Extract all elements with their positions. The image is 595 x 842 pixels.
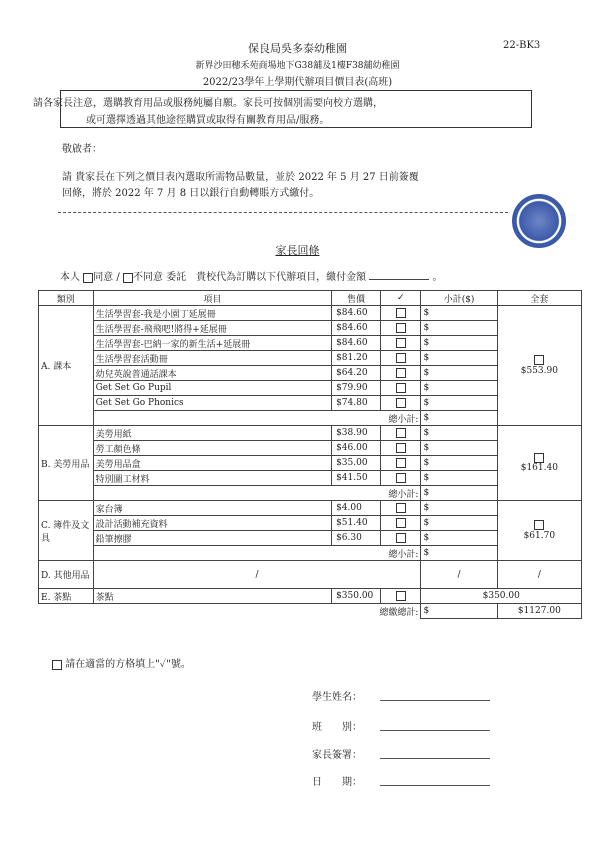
item-subtotal: $ xyxy=(421,306,497,321)
letter-body-2: 回條，將於 2022 年 7 月 8 日以銀行自動轉賬方式繳付。 xyxy=(62,188,320,199)
disagree-label: 不同意 xyxy=(132,272,163,283)
instruction-checkbox-icon xyxy=(52,660,62,670)
item-name: 家台簿 xyxy=(93,501,331,516)
set-price: $553.90 xyxy=(520,365,558,376)
item-name: 生活學習套-巴納一家的新生活+延展冊 xyxy=(93,336,331,351)
item-price: $81.20 xyxy=(332,351,381,366)
instruction-text: 請在適當的方格填上"✓"號。 xyxy=(65,659,191,670)
group-a-set xyxy=(497,306,581,426)
item-checkbox[interactable] xyxy=(396,443,406,453)
class-label: 班 別： xyxy=(312,722,362,733)
header-subtotal: 小計($) xyxy=(421,291,497,306)
set-checkbox[interactable] xyxy=(534,453,544,463)
table-row xyxy=(39,426,582,441)
table-header-row xyxy=(39,291,582,306)
item-checkbox[interactable] xyxy=(396,533,406,543)
item-checkbox[interactable] xyxy=(396,473,406,483)
other-subtotal: / xyxy=(421,561,497,589)
disagree-checkbox[interactable] xyxy=(123,273,133,283)
item-subtotal: $ xyxy=(421,516,497,531)
item-name: 設計活動補充資料 xyxy=(93,516,331,531)
price-table xyxy=(38,290,582,619)
greeting: 敬啟者： xyxy=(62,144,102,155)
item-subtotal: $ xyxy=(421,336,497,351)
item-checkbox[interactable] xyxy=(396,458,406,468)
item-price: $64.20 xyxy=(332,366,381,381)
header-item: 項目 xyxy=(93,291,331,306)
document-title: 2022/23學年上學期代辦項目價目表(高班) xyxy=(202,77,393,88)
agree-checkbox[interactable] xyxy=(83,273,93,283)
item-subtotal: $ xyxy=(421,531,497,546)
group-total-label: 總小計: xyxy=(93,486,421,501)
tick-instruction xyxy=(52,655,191,670)
item-checkbox[interactable] xyxy=(396,518,406,528)
item-price: $84.60 xyxy=(332,306,381,321)
item-checkbox[interactable] xyxy=(396,428,406,438)
item-name: 生活學習套-飛飛吧!將得+延展冊 xyxy=(93,321,331,336)
item-checkbox[interactable] xyxy=(396,338,406,348)
table-row xyxy=(39,589,582,604)
reply-statement: 本人 同意 / 不同意 委託 貴校代為訂購以下代辦項目，繳付金額 。 xyxy=(60,272,443,283)
tea-item: 茶點 xyxy=(93,589,331,604)
letter-body-1: 請 貴家長在下列之價目表內選取所需物品數量，並於 2022 年 5 月 27 日前簽覆 xyxy=(62,172,419,183)
item-checkbox[interactable] xyxy=(396,323,406,333)
item-subtotal: $ xyxy=(421,456,497,471)
item-price: $35.00 xyxy=(332,456,381,471)
item-checkbox[interactable] xyxy=(396,308,406,318)
item-checkbox[interactable] xyxy=(396,353,406,363)
group-b-set xyxy=(497,426,581,501)
reply-rest: 委託 貴校代為訂購以下代辦項目，繳付金額 xyxy=(166,272,367,283)
group-c-set xyxy=(497,501,581,561)
notice-box xyxy=(33,90,532,128)
table-row xyxy=(39,501,582,516)
item-price: $79.90 xyxy=(332,381,381,396)
item-subtotal: $ xyxy=(421,471,497,486)
school-seal xyxy=(512,194,566,248)
item-checkbox[interactable] xyxy=(396,503,406,513)
item-name: 生活學習套活動冊 xyxy=(93,351,331,366)
notice-line-1: 請各家長注意，選購教育用品或服務純屬自願。家長可按個別需要向校方選購， xyxy=(33,98,383,109)
item-subtotal: $ xyxy=(421,441,497,456)
group-c-label: C. 簿件及文具 xyxy=(39,501,94,561)
item-name: 特別圖工材料 xyxy=(93,471,331,486)
parent-signature-label: 家長簽署： xyxy=(312,750,362,761)
school-address: 新界沙田穗禾苑商場地下G38舖及1樓F38舖幼稚園 xyxy=(195,61,400,71)
item-name: 鉛筆擦膠 xyxy=(93,531,331,546)
item-price: $84.60 xyxy=(332,321,381,336)
item-name: 生活學習套-我是小園丁延展冊 xyxy=(93,306,331,321)
group-a-label: A. 課本 xyxy=(39,306,94,426)
set-checkbox[interactable] xyxy=(534,520,544,530)
item-name: 美勞用品盒 xyxy=(93,456,331,471)
item-checkbox[interactable] xyxy=(396,368,406,378)
school-name: 保良局吳多泰幼稚園 xyxy=(248,42,347,55)
document-code: 22-BK3 xyxy=(503,40,541,51)
grand-total-label: 總繳總計: xyxy=(379,607,419,618)
group-total-label: 總小計: xyxy=(93,546,421,561)
agree-label: 同意 xyxy=(93,272,114,283)
group-total-value: $ xyxy=(421,486,497,501)
table-row xyxy=(39,561,582,589)
grand-total-row xyxy=(39,604,582,619)
header-set: 全套 xyxy=(497,291,581,306)
item-subtotal: $ xyxy=(421,501,497,516)
other-item: / xyxy=(93,561,421,589)
item-subtotal: $ xyxy=(421,321,497,336)
item-checkbox[interactable] xyxy=(396,398,406,408)
item-price: $46.00 xyxy=(332,441,381,456)
item-subtotal: $ xyxy=(421,351,497,366)
group-total-value: $ xyxy=(421,546,497,561)
grand-total-subtotal: $ xyxy=(421,604,497,619)
item-name: 美勞用紙 xyxy=(93,426,331,441)
item-price: $41.50 xyxy=(332,471,381,486)
item-price: $6.30 xyxy=(332,531,381,546)
grand-total-value: $1127.00 xyxy=(497,604,581,619)
item-name: Get Set Go Pupil xyxy=(93,381,331,396)
group-total-value: $ xyxy=(421,411,497,426)
tea-checkbox[interactable] xyxy=(396,591,406,601)
table-row xyxy=(39,306,582,321)
group-d-label: D. 其他用品 xyxy=(39,561,94,589)
item-subtotal: $ xyxy=(421,381,497,396)
tea-total: $350.00 xyxy=(421,589,582,604)
header-tick: ✓ xyxy=(380,291,421,306)
amount-field[interactable] xyxy=(369,279,429,280)
notice-line-2: 或可選擇透過其他途徑購買或取得有關教育用品/服務。 xyxy=(86,115,330,126)
header-category: 類別 xyxy=(39,291,94,306)
set-price: $61.70 xyxy=(523,530,556,541)
tea-price: $350.00 xyxy=(332,589,381,604)
date-field[interactable] xyxy=(380,785,490,786)
reply-end: 。 xyxy=(432,272,443,283)
header-price: 售價 xyxy=(332,291,381,306)
item-subtotal: $ xyxy=(421,366,497,381)
cut-line xyxy=(58,212,508,213)
item-name: 幼兒英說普通話課本 xyxy=(93,366,331,381)
item-subtotal: $ xyxy=(421,396,497,411)
item-subtotal: $ xyxy=(421,426,497,441)
reply-slip-title: 家長回條 xyxy=(275,244,320,257)
set-price: $161.40 xyxy=(520,463,558,474)
date-label: 日 期： xyxy=(312,777,362,788)
class-field[interactable] xyxy=(380,730,490,731)
item-name: 勞工顏色條 xyxy=(93,441,331,456)
item-price: $74.80 xyxy=(332,396,381,411)
student-name-label: 學生姓名： xyxy=(312,692,362,703)
other-set: / xyxy=(497,561,581,589)
item-checkbox[interactable] xyxy=(396,383,406,393)
item-price: $38.90 xyxy=(332,426,381,441)
item-price: $4.00 xyxy=(332,501,381,516)
item-price: $51.40 xyxy=(332,516,381,531)
group-b-label: B. 美勞用品 xyxy=(39,426,94,501)
student-name-field[interactable] xyxy=(380,700,490,701)
item-name: Get Set Go Phonics xyxy=(93,396,331,411)
item-price: $84.60 xyxy=(332,336,381,351)
set-checkbox[interactable] xyxy=(534,355,544,365)
reply-prefix: 本人 xyxy=(60,272,80,283)
group-e-label: E. 茶點 xyxy=(39,589,94,604)
group-total-label: 總小計: xyxy=(93,411,421,426)
parent-signature-field[interactable] xyxy=(380,758,490,759)
